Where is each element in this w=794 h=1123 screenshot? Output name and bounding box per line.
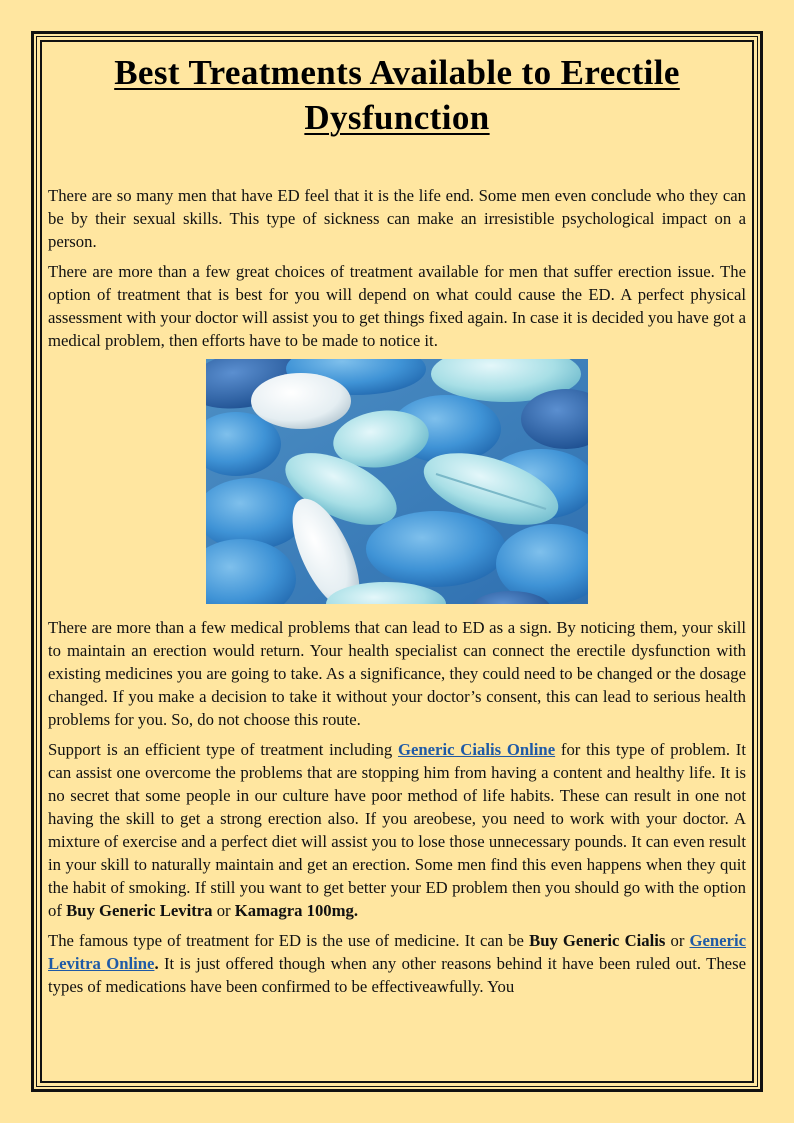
paragraph-5: The famous type of treatment for ED is the use of medicine. It can be Buy Generic Cialis or Generic Levitra Online. It is just offered though when any other reasons behind it have been ruled out. These types of medications have been confirmed to be effectiveawfully. You [48,931,747,996]
paragraph-1: There are so many men that have ED feel that it is the life end. Some men even conclude who they can be by their sexual skills. This type of sickness can make an irresistible psychological impact on a person. [48,186,746,251]
buy-generic-cialis-text: Buy Generic Cialis [529,931,666,950]
document-title: Best Treatments Available to Erectile Dysfunction [114,53,680,137]
generic-levitra-online-link[interactable]: Generic Levitra Online [48,931,747,973]
pills-photo-icon [206,359,588,604]
document-content [48,44,746,1005]
generic-cialis-online-link[interactable]: Generic Cialis Online [397,740,556,759]
kamagra-100mg-text: Kamagra 100mg. [234,901,359,920]
paragraph-2: There are more than a few great choices of treatment available for men that suffer erection issue. The option of treatment that is best for you will depend on what could cause the ED. A perfect physical assessment with your doctor will assist you to get things fixed again. In case it is decided you have got a medical problem, then efforts have to be made to notice it. [48,262,746,350]
paragraph-4: Support is an efficient type of treatment including Generic Cialis Online for this type of problem. It can assist one overcome the problems that are stopping him from having a content and healthy life. It is no secret that some people in our culture have poor method of life habits. These can result in one not having the skill to get a strong erection also. If you areobese, you need to work with your doctor. A mixture of exercise and a perfect diet will assist you to lose those unnecessary pounds. It can even result in your skill to naturally maintain and get an erection. Some men find this even happens when they quit the habit of smoking. If still you want to get better your ED problem then you should go with the option of Buy Generic Levitra or Kamagra 100mg. [48,740,746,920]
paragraph-3: There are more than a few medical problems that can lead to ED as a sign. By noticing them, your skill to maintain an erection would return. Your health specialist can connect the erectile dysfunction with existing medicines you are going to take. As a significance, they could need to be changed or the dosage changed. If you make a decision to take it without your doctor’s consent, this can lead to serious health problems for you. So, do not choose this route. [48,618,746,729]
buy-generic-levitra-text: Buy Generic Levitra [66,901,213,920]
